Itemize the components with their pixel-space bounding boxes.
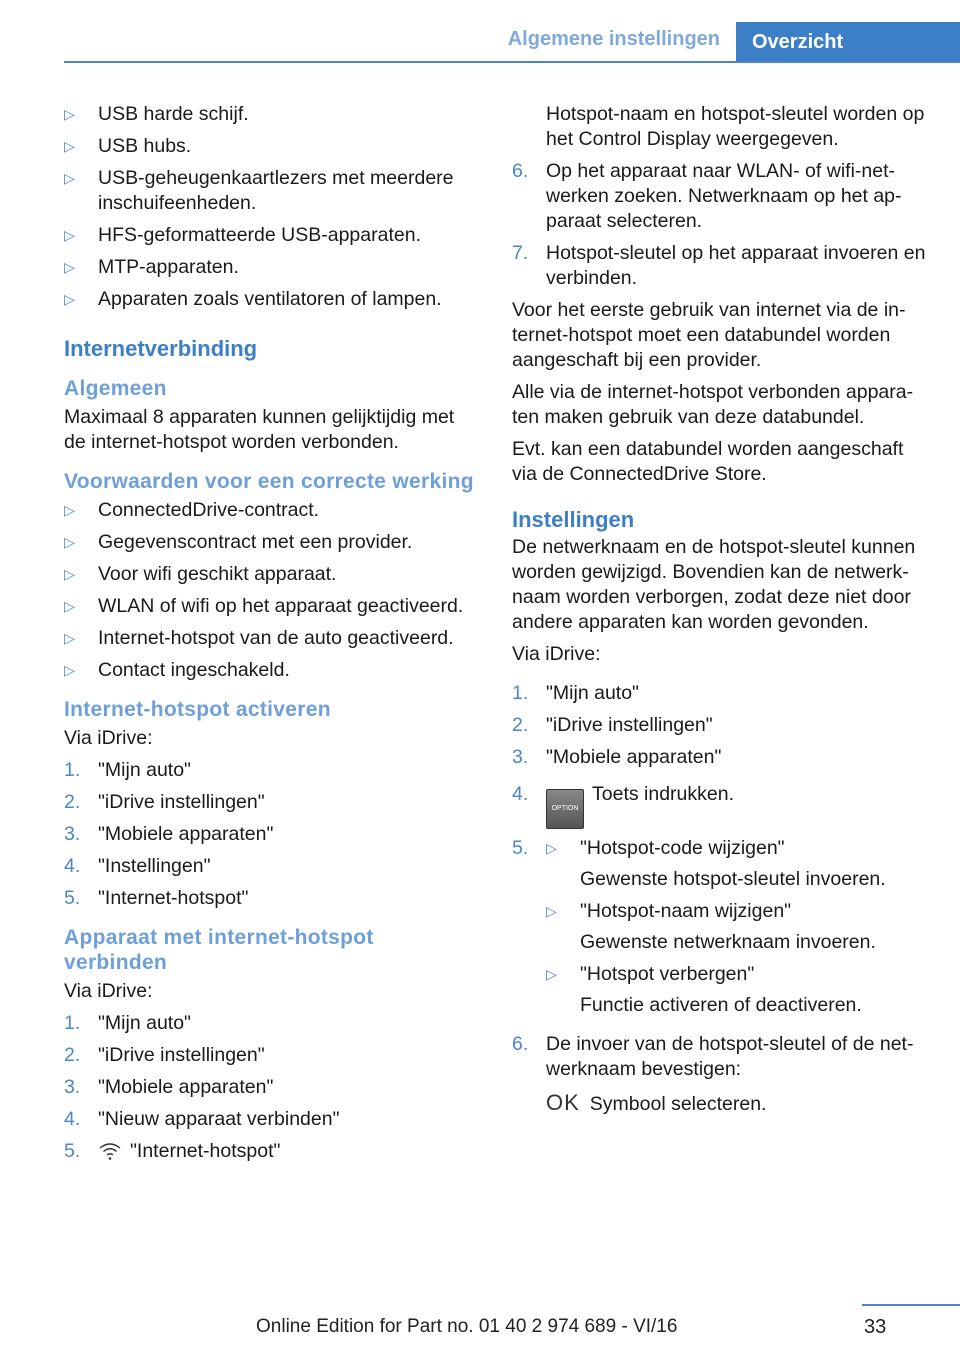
triangle-bullet-icon: ▷ — [64, 598, 75, 614]
step-item: 4. "Instellingen" — [64, 855, 211, 877]
step-item: 1. "Mijn auto" — [64, 1012, 191, 1034]
heading-apparaat-verbinden: Apparaat met internet-hotspot verbinden — [64, 926, 374, 974]
step-item: 5. "Internet-hotspot" — [64, 1139, 480, 1168]
left-column — [64, 102, 480, 1175]
step-item: 2. "iDrive instellingen" — [512, 714, 713, 736]
heading-voorwaarden: Voorwaarden voor een correcte werking — [64, 470, 474, 493]
footer-edition-text: Online Edition for Part no. 01 40 2 974 689 - VI/16 — [256, 1316, 678, 1337]
paragraph-algemeen: Maximaal 8 apparaten kunnen gelijktijdig met de internet-hotspot worden verbonden. — [64, 406, 455, 453]
list-item: ▷ MTP-apparaten. — [64, 256, 239, 278]
via-idrive-text: Via iDrive: — [512, 643, 601, 665]
step-item: 2. "iDrive instellingen" — [64, 791, 265, 813]
list-item: ▷ HFS-geformatteerde USB-apparaten. — [64, 224, 421, 246]
triangle-bullet-icon: ▷ — [64, 502, 75, 518]
right-column — [512, 102, 932, 1124]
step-item: 1. "Mijn auto" — [512, 682, 639, 704]
triangle-bullet-icon: ▷ — [64, 291, 75, 307]
paragraph: Alle via de internet-hotspot verbonden apparaten maken gebruik van deze databundel. — [512, 381, 914, 428]
heading-algemeen: Algemeen — [64, 377, 167, 400]
triangle-bullet-icon: ▷ — [64, 227, 75, 243]
list-item: ▷ ConnectedDrive-contract. — [64, 499, 320, 521]
step-item: 7. Hotspot-sleutel op het apparaat invoeren en verbinden. — [512, 242, 926, 289]
sub-list-item: ▷ "Hotspot-naam wijzigen" Gewenste netwerknaam invoeren. — [546, 900, 876, 953]
step-item: 1. "Mijn auto" — [64, 759, 191, 781]
ok-symbol-icon: OK — [546, 1090, 580, 1115]
sub-list — [546, 836, 932, 1025]
step-item: 3. "Mobiele apparaten" — [64, 1076, 274, 1098]
sub-list-item: ▷ "Hotspot-code wijzigen" Gewenste hotspot-sleutel invoeren. — [546, 837, 886, 890]
paragraph: Voor het eerste gebruik van internet via de internet-hotspot moet een databundel worden aangeschaft bij een provider. — [512, 299, 906, 371]
triangle-bullet-icon: ▷ — [64, 630, 75, 646]
heading-hotspot-activeren: Internet-hotspot activeren — [64, 698, 331, 721]
step-item: 6. Op het apparaat naar WLAN- of wifi-netwerken zoeken. Netwerknaam op het apparaat selecteren. — [512, 160, 902, 232]
step-item: 3. "Mobiele apparaten" — [512, 746, 722, 768]
list-item: ▷ USB-geheugenkaartlezers met meerdere inschuifeenheden. — [64, 167, 454, 214]
triangle-bullet-icon: ▷ — [64, 534, 75, 550]
list-item: ▷ Gegevenscontract met een provider. — [64, 531, 413, 553]
header-tab-label: Overzicht — [752, 30, 844, 53]
step-item: 5. ▷ "Hotspot-code wijzigen" Gewenste hotspot-sleutel invoeren. ▷ "Hotspot-naam wijzigen" Gewenste netwerknaam invoeren. ▷ "Hotspot verbergen" Functie activeren of deactiveren. — [512, 836, 932, 1025]
step-item: 4. "Nieuw apparaat verbinden" — [64, 1108, 340, 1130]
triangle-bullet-icon: ▷ — [64, 170, 75, 186]
option-button-icon: OPTION — [546, 789, 584, 829]
list-item: ▷ Apparaten zoals ventilatoren of lampen. — [64, 288, 442, 310]
triangle-bullet-icon: ▷ — [64, 566, 75, 582]
page-number: 33 — [864, 1316, 887, 1338]
via-idrive-text: Via iDrive: — [64, 727, 153, 749]
step-item: 5. "Internet-hotspot" — [64, 887, 249, 909]
page-header — [0, 0, 960, 62]
step-continuation: Hotspot-naam en hotspot-sleutel worden op het Control Display weergegeven. — [546, 103, 925, 150]
footer-rule — [862, 1304, 960, 1306]
header-section-title: Algemene instellingen — [507, 28, 720, 50]
step-item: 3. "Mobiele apparaten" — [64, 823, 274, 845]
list-item: ▷ Contact ingeschakeld. — [64, 659, 290, 681]
header-rule — [64, 61, 960, 63]
list-item: ▷ Voor wifi geschikt apparaat. — [64, 563, 337, 585]
via-idrive-text: Via iDrive: — [64, 980, 153, 1002]
list-item: ▷ USB hubs. — [64, 135, 192, 157]
heading-internetverbinding: Internetverbinding — [64, 336, 258, 361]
header-tab-overzicht[interactable] — [736, 22, 960, 62]
step-item: 6. De invoer van de hotspot-sleutel of de netwerknaam bevestigen: OK Symbool selecteren. — [512, 1033, 914, 1115]
paragraph: De netwerknaam en de hotspot-sleutel kunnen worden gewijzigd. Bovendien kan de netwerknaam worden verborgen, zodat deze niet door andere apparaten kan worden gevonden. — [512, 536, 916, 633]
triangle-bullet-icon: ▷ — [546, 966, 557, 982]
paragraph: Evt. kan een databundel worden aangeschaft via de ConnectedDrive Store. — [512, 438, 904, 485]
list-item: ▷ USB harde schijf. — [64, 103, 249, 125]
triangle-bullet-icon: ▷ — [64, 106, 75, 122]
list-item: ▷ Internet-hotspot van de auto geactiveerd. — [64, 627, 454, 649]
step-item: 2. "iDrive instellingen" — [64, 1044, 265, 1066]
triangle-bullet-icon: ▷ — [546, 840, 557, 856]
triangle-bullet-icon: ▷ — [64, 662, 75, 678]
triangle-bullet-icon: ▷ — [64, 259, 75, 275]
heading-instellingen: Instellingen — [512, 507, 635, 532]
wifi-icon — [98, 1141, 122, 1168]
triangle-bullet-icon: ▷ — [64, 138, 75, 154]
triangle-bullet-icon: ▷ — [546, 903, 557, 919]
step-item: 4. OPTIONToets indrukken. — [512, 782, 932, 829]
list-item: ▷ WLAN of wifi op het apparaat geactiveerd. — [64, 595, 464, 617]
sub-list-item: ▷ "Hotspot verbergen" Functie activeren of deactiveren. — [546, 963, 862, 1016]
